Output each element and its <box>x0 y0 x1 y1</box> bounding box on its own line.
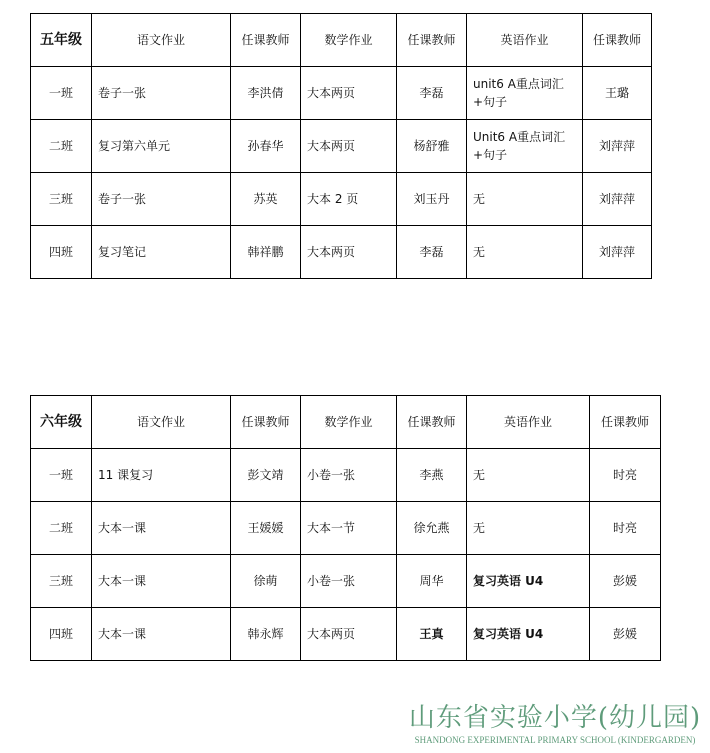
table-header-row <box>31 14 652 67</box>
header-english-homework: 英语作业 <box>467 396 590 449</box>
english-homework: 无 <box>467 226 583 279</box>
table-header-row <box>31 396 661 449</box>
english-homework: Unit6 A重点词汇+句子 <box>467 120 583 173</box>
math-teacher: 李磊 <box>397 67 467 120</box>
chinese-homework: 大本一课 <box>92 502 231 555</box>
class-name: 四班 <box>31 226 92 279</box>
english-homework: 无 <box>467 449 590 502</box>
math-homework: 小卷一张 <box>301 555 397 608</box>
class-name: 一班 <box>31 67 92 120</box>
chinese-homework: 复习第六单元 <box>92 120 231 173</box>
grade5-homework-table <box>30 13 652 279</box>
logo-english-name: SHANDONG EXPERIMENTAL PRIMARY SCHOOL (KINDERGARDEN) <box>414 735 696 745</box>
math-teacher: 周华 <box>397 555 467 608</box>
english-teacher: 时亮 <box>590 502 661 555</box>
table-row <box>31 67 652 120</box>
table-row <box>31 120 652 173</box>
english-teacher: 时亮 <box>590 449 661 502</box>
class-name: 一班 <box>31 449 92 502</box>
class-name: 四班 <box>31 608 92 661</box>
header-teacher: 任课教师 <box>397 396 467 449</box>
english-teacher: 刘萍萍 <box>583 120 652 173</box>
math-homework: 大本一节 <box>301 502 397 555</box>
header-chinese-homework: 语文作业 <box>92 14 231 67</box>
class-name: 二班 <box>31 502 92 555</box>
math-teacher: 杨舒雅 <box>397 120 467 173</box>
math-homework: 小卷一张 <box>301 449 397 502</box>
header-teacher: 任课教师 <box>590 396 661 449</box>
chinese-homework: 卷子一张 <box>92 173 231 226</box>
chinese-homework: 大本一课 <box>92 555 231 608</box>
header-english-homework: 英语作业 <box>467 14 583 67</box>
english-teacher: 彭媛 <box>590 608 661 661</box>
table-row <box>31 502 661 555</box>
grade-label: 五年级 <box>31 14 92 67</box>
chinese-homework: 卷子一张 <box>92 67 231 120</box>
header-chinese-homework: 语文作业 <box>92 396 231 449</box>
chinese-teacher: 李洪倩 <box>231 67 301 120</box>
chinese-teacher: 徐萌 <box>231 555 301 608</box>
english-teacher: 刘萍萍 <box>583 226 652 279</box>
table-row <box>31 608 661 661</box>
english-teacher: 彭媛 <box>590 555 661 608</box>
grade-label: 六年级 <box>31 396 92 449</box>
math-teacher: 刘玉丹 <box>397 173 467 226</box>
chinese-teacher: 彭文靖 <box>231 449 301 502</box>
math-homework: 大本两页 <box>301 120 397 173</box>
english-teacher: 刘萍萍 <box>583 173 652 226</box>
header-teacher: 任课教师 <box>583 14 652 67</box>
english-teacher: 王璐 <box>583 67 652 120</box>
chinese-homework: 复习笔记 <box>92 226 231 279</box>
header-teacher: 任课教师 <box>397 14 467 67</box>
chinese-teacher: 苏英 <box>231 173 301 226</box>
math-teacher: 李磊 <box>397 226 467 279</box>
math-teacher: 李燕 <box>397 449 467 502</box>
english-homework: 无 <box>467 173 583 226</box>
table-row <box>31 449 661 502</box>
math-teacher: 徐允燕 <box>397 502 467 555</box>
math-homework: 大本 2 页 <box>301 173 397 226</box>
header-teacher: 任课教师 <box>231 396 301 449</box>
math-homework: 大本两页 <box>301 608 397 661</box>
logo-chinese-name: 山东省实验小学(幼儿园) <box>408 703 702 733</box>
math-homework: 大本两页 <box>301 67 397 120</box>
chinese-teacher: 王媛媛 <box>231 502 301 555</box>
school-logo <box>408 702 702 750</box>
math-homework: 大本两页 <box>301 226 397 279</box>
table-row <box>31 555 661 608</box>
english-homework: 无 <box>467 502 590 555</box>
english-homework: 复习英语 U4 <box>467 608 590 661</box>
class-name: 三班 <box>31 173 92 226</box>
chinese-teacher: 韩祥鹏 <box>231 226 301 279</box>
table-row <box>31 173 652 226</box>
grade6-homework-table <box>30 395 661 661</box>
english-homework: 复习英语 U4 <box>467 555 590 608</box>
chinese-teacher: 韩永辉 <box>231 608 301 661</box>
english-homework: unit6 A重点词汇+句子 <box>467 67 583 120</box>
header-math-homework: 数学作业 <box>301 14 397 67</box>
chinese-homework: 大本一课 <box>92 608 231 661</box>
class-name: 二班 <box>31 120 92 173</box>
chinese-teacher: 孙春华 <box>231 120 301 173</box>
table-row <box>31 226 652 279</box>
math-teacher: 王真 <box>397 608 467 661</box>
class-name: 三班 <box>31 555 92 608</box>
chinese-homework: 11 课复习 <box>92 449 231 502</box>
header-math-homework: 数学作业 <box>301 396 397 449</box>
header-teacher: 任课教师 <box>231 14 301 67</box>
